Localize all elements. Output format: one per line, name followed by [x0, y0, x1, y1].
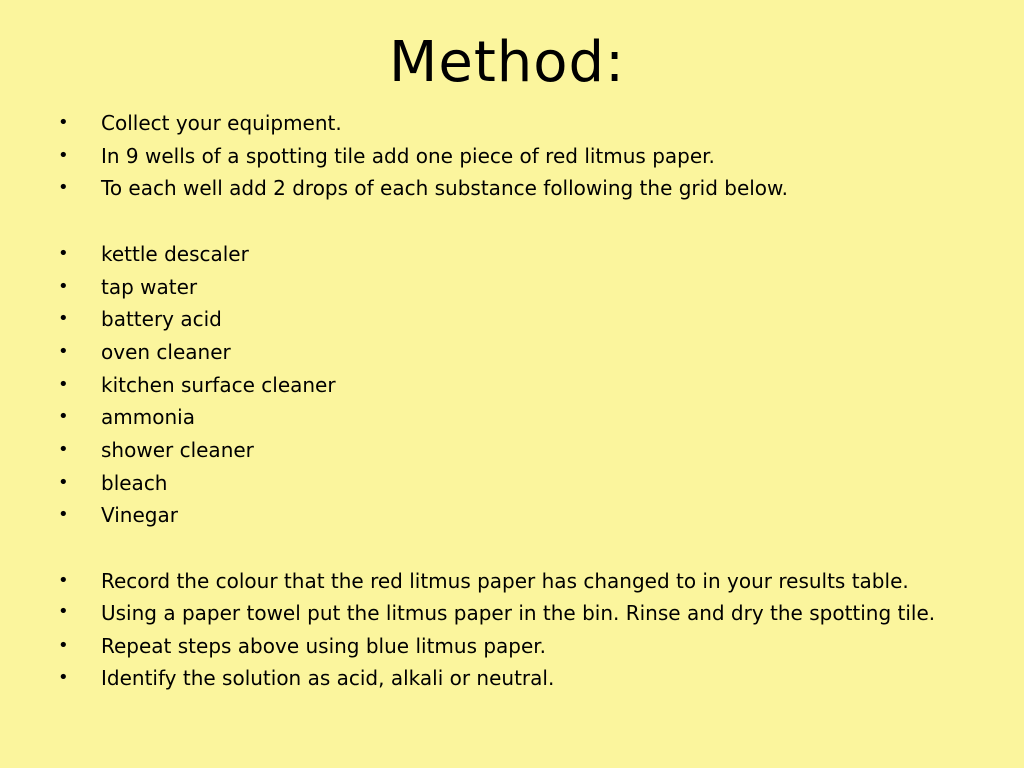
substance-text: kitchen surface cleaner: [101, 372, 336, 397]
list-item: [56, 565, 986, 598]
substance-text: Vinegar: [101, 503, 178, 528]
step-text: Identify the solution as acid, alkali or neutral.: [101, 666, 555, 691]
substance-text: battery acid: [101, 307, 222, 332]
list-item: [56, 467, 986, 500]
substance-text: kettle descaler: [101, 241, 249, 266]
list-item: [56, 172, 986, 205]
list-item: [56, 499, 986, 532]
list-item: [56, 369, 986, 402]
bullet-icon: •: [58, 667, 69, 689]
bullet-icon: •: [58, 144, 69, 166]
slide-title: Method:: [389, 30, 625, 95]
list-spacer: [56, 532, 986, 565]
list-spacer: [56, 205, 986, 238]
step-text: Collect your equipment.: [101, 111, 342, 135]
step-text: Using a paper towel put the litmus paper in the bin. Rinse and dry the spotting tile.: [101, 600, 936, 625]
list-item: [56, 401, 986, 434]
step-text: Record the colour that the red litmus paper has changed to in your results table.: [101, 568, 909, 593]
list-item: [56, 336, 986, 369]
bullet-icon: •: [58, 471, 69, 493]
bullet-icon: •: [58, 373, 69, 395]
list-item: [56, 140, 986, 173]
step-text: Repeat steps above using blue litmus paper.: [101, 633, 547, 658]
list-item: [56, 598, 986, 630]
list-item: [56, 238, 986, 271]
bullet-icon: •: [58, 406, 69, 428]
bullet-icon: •: [58, 112, 69, 133]
substance-text: tap water: [101, 274, 198, 299]
step-text: In 9 wells of a spotting tile add one piece of red litmus paper.: [101, 143, 715, 168]
bullet-icon: •: [58, 569, 69, 591]
list-item: [56, 662, 986, 695]
bullet-icon: •: [58, 634, 69, 656]
substance-text: oven cleaner: [101, 339, 231, 364]
list-item: [56, 434, 986, 467]
substance-text: ammonia: [101, 405, 195, 430]
bullet-icon: •: [58, 600, 69, 622]
bullet-icon: •: [58, 308, 69, 330]
list-item: [56, 630, 986, 663]
method-list: [56, 107, 986, 695]
bullet-icon: •: [58, 242, 69, 264]
bullet-icon: •: [58, 340, 69, 362]
list-item: [56, 303, 986, 336]
step-text: To each well add 2 drops of each substance following the grid below.: [101, 176, 788, 201]
bullet-icon: •: [58, 439, 69, 461]
substance-text: bleach: [101, 470, 168, 495]
bullet-icon: •: [58, 177, 69, 199]
bullet-icon: •: [58, 504, 69, 526]
list-item: [56, 271, 986, 304]
substance-text: shower cleaner: [101, 438, 254, 463]
list-item: [56, 107, 986, 140]
bullet-icon: •: [58, 275, 69, 297]
